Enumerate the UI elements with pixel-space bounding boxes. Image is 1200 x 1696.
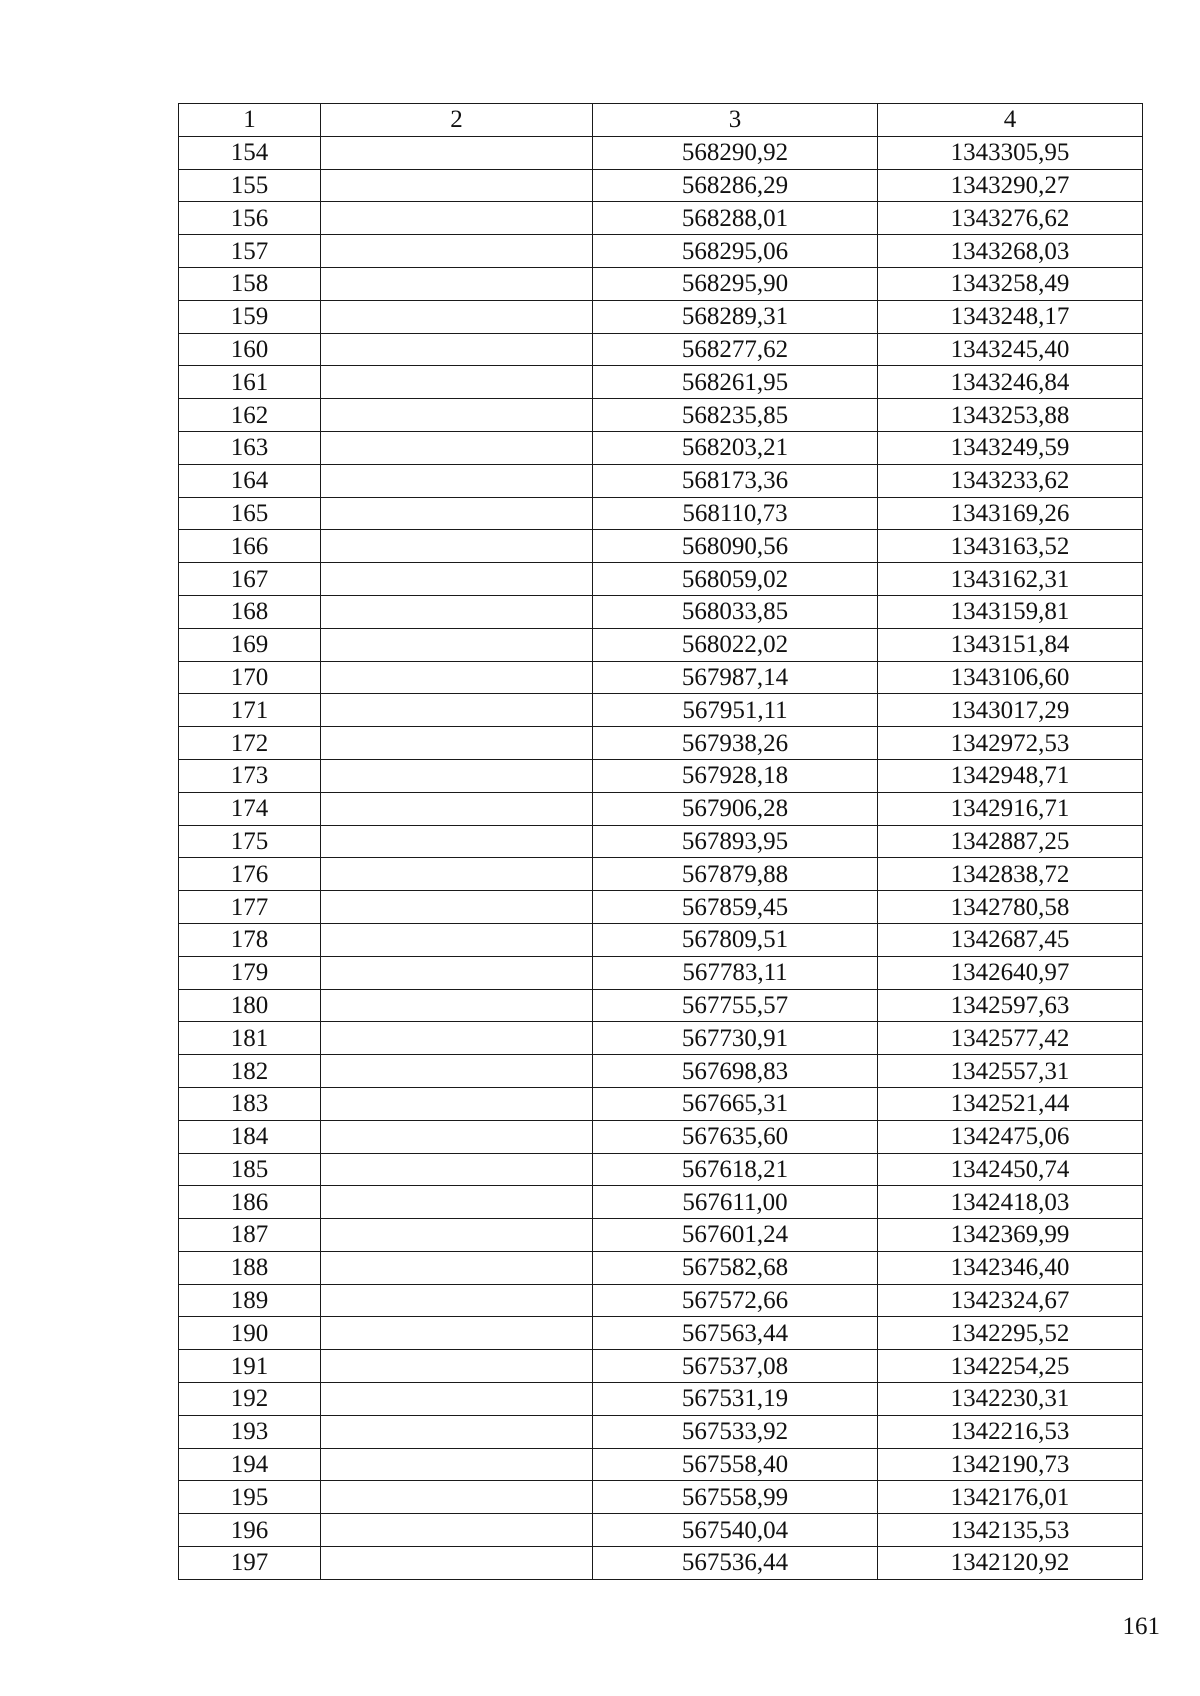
table-row <box>179 366 1143 399</box>
table-cell-col-1: 177 <box>179 891 321 924</box>
table-cell-col-3: 567536,44 <box>593 1547 878 1580</box>
table-cell-col-4: 1342369,99 <box>878 1219 1143 1252</box>
table-row <box>179 628 1143 661</box>
table-cell-col-2 <box>321 1055 593 1088</box>
table-cell-col-3: 567558,99 <box>593 1481 878 1514</box>
table-cell-col-1: 163 <box>179 431 321 464</box>
table-cell-col-2 <box>321 923 593 956</box>
table-row <box>179 136 1143 169</box>
table-cell-col-4: 1343246,84 <box>878 366 1143 399</box>
table-cell-col-4: 1342687,45 <box>878 923 1143 956</box>
header-col-3: 3 <box>593 104 878 137</box>
table-row <box>179 661 1143 694</box>
table-cell-col-4: 1342324,67 <box>878 1284 1143 1317</box>
table-cell-col-4: 1342640,97 <box>878 956 1143 989</box>
table-cell-col-1: 156 <box>179 202 321 235</box>
table-cell-col-2 <box>321 694 593 727</box>
table-cell-col-1: 172 <box>179 727 321 760</box>
table-cell-col-3: 568090,56 <box>593 530 878 563</box>
table-cell-col-4: 1342120,92 <box>878 1547 1143 1580</box>
table-cell-col-1: 166 <box>179 530 321 563</box>
table-cell-col-2 <box>321 1284 593 1317</box>
table-cell-col-4: 1343017,29 <box>878 694 1143 727</box>
table-cell-col-2 <box>321 628 593 661</box>
table-cell-col-3: 567730,91 <box>593 1022 878 1055</box>
table-row <box>179 858 1143 891</box>
table-cell-col-2 <box>321 1317 593 1350</box>
table-row <box>179 1186 1143 1219</box>
table-cell-col-2 <box>321 792 593 825</box>
table-row <box>179 1120 1143 1153</box>
table-cell-col-3: 567893,95 <box>593 825 878 858</box>
table-row <box>179 792 1143 825</box>
table-cell-col-4: 1343233,62 <box>878 464 1143 497</box>
table-cell-col-4: 1342972,53 <box>878 727 1143 760</box>
table-row <box>179 530 1143 563</box>
table-cell-col-2 <box>321 858 593 891</box>
table-cell-col-4: 1343159,81 <box>878 595 1143 628</box>
table-cell-col-2 <box>321 595 593 628</box>
table-cell-col-3: 568059,02 <box>593 563 878 596</box>
table-row <box>179 825 1143 858</box>
table-cell-col-3: 568173,36 <box>593 464 878 497</box>
table-cell-col-3: 567665,31 <box>593 1087 878 1120</box>
table-row <box>179 1481 1143 1514</box>
table-cell-col-1: 188 <box>179 1251 321 1284</box>
table-cell-col-3: 567755,57 <box>593 989 878 1022</box>
table-cell-col-2 <box>321 399 593 432</box>
table-cell-col-4: 1342230,31 <box>878 1383 1143 1416</box>
table-cell-col-2 <box>321 1514 593 1547</box>
table-cell-col-3: 568033,85 <box>593 595 878 628</box>
table-cell-col-2 <box>321 1350 593 1383</box>
table-cell-col-4: 1342948,71 <box>878 759 1143 792</box>
table-cell-col-3: 567951,11 <box>593 694 878 727</box>
table-cell-col-2 <box>321 1251 593 1284</box>
table-cell-col-4: 1342295,52 <box>878 1317 1143 1350</box>
table-cell-col-4: 1342450,74 <box>878 1153 1143 1186</box>
table-row <box>179 1317 1143 1350</box>
table-cell-col-4: 1343305,95 <box>878 136 1143 169</box>
table-cell-col-3: 567879,88 <box>593 858 878 891</box>
table-cell-col-2 <box>321 1186 593 1219</box>
table-row <box>179 169 1143 202</box>
table-cell-col-2 <box>321 956 593 989</box>
table-row <box>179 1087 1143 1120</box>
table-cell-col-4: 1342254,25 <box>878 1350 1143 1383</box>
table-cell-col-3: 567531,19 <box>593 1383 878 1416</box>
table-row <box>179 267 1143 300</box>
table-cell-col-3: 568110,73 <box>593 497 878 530</box>
table-cell-col-4: 1342418,03 <box>878 1186 1143 1219</box>
table-cell-col-3: 568289,31 <box>593 300 878 333</box>
table-cell-col-3: 567783,11 <box>593 956 878 989</box>
table-row <box>179 1383 1143 1416</box>
table-cell-col-4: 1342557,31 <box>878 1055 1143 1088</box>
table-cell-col-1: 167 <box>179 563 321 596</box>
table-cell-col-4: 1343253,88 <box>878 399 1143 432</box>
table-cell-col-2 <box>321 825 593 858</box>
table-row <box>179 759 1143 792</box>
table-row <box>179 595 1143 628</box>
table-cell-col-4: 1343248,17 <box>878 300 1143 333</box>
table-cell-col-1: 178 <box>179 923 321 956</box>
header-col-4: 4 <box>878 104 1143 137</box>
table-cell-col-2 <box>321 431 593 464</box>
table-cell-col-1: 192 <box>179 1383 321 1416</box>
table-cell-col-1: 168 <box>179 595 321 628</box>
table-row <box>179 1055 1143 1088</box>
table-cell-col-1: 158 <box>179 267 321 300</box>
table-cell-col-2 <box>321 530 593 563</box>
table-cell-col-3: 567601,24 <box>593 1219 878 1252</box>
table-cell-col-4: 1342916,71 <box>878 792 1143 825</box>
table-cell-col-1: 197 <box>179 1547 321 1580</box>
header-col-2: 2 <box>321 104 593 137</box>
table-row <box>179 464 1143 497</box>
table-cell-col-1: 182 <box>179 1055 321 1088</box>
table-cell-col-1: 159 <box>179 300 321 333</box>
page-number: 161 <box>1122 1613 1160 1640</box>
table-cell-col-4: 1342190,73 <box>878 1448 1143 1481</box>
table-cell-col-2 <box>321 891 593 924</box>
table-cell-col-3: 567859,45 <box>593 891 878 924</box>
table-cell-col-4: 1343162,31 <box>878 563 1143 596</box>
table-cell-col-3: 568286,29 <box>593 169 878 202</box>
table-cell-col-2 <box>321 1087 593 1120</box>
table-cell-col-2 <box>321 464 593 497</box>
table-row <box>179 989 1143 1022</box>
table-cell-col-2 <box>321 1415 593 1448</box>
table-cell-col-3: 567906,28 <box>593 792 878 825</box>
table-cell-col-2 <box>321 989 593 1022</box>
table-cell-col-2 <box>321 136 593 169</box>
table-cell-col-3: 567618,21 <box>593 1153 878 1186</box>
table-cell-col-3: 567558,40 <box>593 1448 878 1481</box>
table-cell-col-4: 1342887,25 <box>878 825 1143 858</box>
table-row <box>179 891 1143 924</box>
table-cell-col-4: 1342780,58 <box>878 891 1143 924</box>
table-cell-col-3: 567928,18 <box>593 759 878 792</box>
table-row <box>179 235 1143 268</box>
table-cell-col-2 <box>321 267 593 300</box>
table-cell-col-2 <box>321 1022 593 1055</box>
table-cell-col-2 <box>321 169 593 202</box>
table-cell-col-1: 183 <box>179 1087 321 1120</box>
table-cell-col-2 <box>321 235 593 268</box>
table-row <box>179 1219 1143 1252</box>
table-cell-col-1: 190 <box>179 1317 321 1350</box>
table-cell-col-1: 165 <box>179 497 321 530</box>
table-row <box>179 727 1143 760</box>
table-cell-col-4: 1342597,63 <box>878 989 1143 1022</box>
table-cell-col-1: 181 <box>179 1022 321 1055</box>
table-cell-col-4: 1342216,53 <box>878 1415 1143 1448</box>
table-cell-col-1: 175 <box>179 825 321 858</box>
table-row <box>179 1547 1143 1580</box>
table-cell-col-3: 568295,90 <box>593 267 878 300</box>
coordinates-table <box>178 103 1143 1580</box>
table-cell-col-4: 1343151,84 <box>878 628 1143 661</box>
table-row <box>179 333 1143 366</box>
table-cell-col-3: 567563,44 <box>593 1317 878 1350</box>
header-col-1: 1 <box>179 104 321 137</box>
table-cell-col-1: 155 <box>179 169 321 202</box>
table-cell-col-1: 160 <box>179 333 321 366</box>
table-cell-col-4: 1342475,06 <box>878 1120 1143 1153</box>
table-cell-col-3: 568235,85 <box>593 399 878 432</box>
table-cell-col-2 <box>321 563 593 596</box>
table-cell-col-4: 1342346,40 <box>878 1251 1143 1284</box>
table-cell-col-3: 568203,21 <box>593 431 878 464</box>
table-row <box>179 1022 1143 1055</box>
table-header <box>179 104 1143 137</box>
table-cell-col-1: 195 <box>179 1481 321 1514</box>
table-cell-col-4: 1343258,49 <box>878 267 1143 300</box>
table-cell-col-1: 196 <box>179 1514 321 1547</box>
table-cell-col-2 <box>321 1153 593 1186</box>
table-cell-col-1: 174 <box>179 792 321 825</box>
table-cell-col-2 <box>321 1383 593 1416</box>
table-cell-col-4: 1342838,72 <box>878 858 1143 891</box>
table-cell-col-3: 567572,66 <box>593 1284 878 1317</box>
table-cell-col-3: 568022,02 <box>593 628 878 661</box>
table-row <box>179 431 1143 464</box>
table-row <box>179 694 1143 727</box>
table-cell-col-2 <box>321 1120 593 1153</box>
table-row <box>179 923 1143 956</box>
table-row <box>179 300 1143 333</box>
table-row <box>179 202 1143 235</box>
table-cell-col-1: 193 <box>179 1415 321 1448</box>
table-cell-col-2 <box>321 202 593 235</box>
table-cell-col-3: 567938,26 <box>593 727 878 760</box>
table-cell-col-3: 567987,14 <box>593 661 878 694</box>
table-cell-col-1: 194 <box>179 1448 321 1481</box>
table-cell-col-3: 568288,01 <box>593 202 878 235</box>
table-row <box>179 1350 1143 1383</box>
table-cell-col-4: 1342577,42 <box>878 1022 1143 1055</box>
table-row <box>179 1251 1143 1284</box>
table-row <box>179 1415 1143 1448</box>
header-row <box>179 104 1143 137</box>
table-cell-col-4: 1343169,26 <box>878 497 1143 530</box>
table-cell-col-2 <box>321 727 593 760</box>
table-cell-col-1: 187 <box>179 1219 321 1252</box>
table-cell-col-3: 567698,83 <box>593 1055 878 1088</box>
table-cell-col-1: 180 <box>179 989 321 1022</box>
table-row <box>179 956 1143 989</box>
table-cell-col-3: 568277,62 <box>593 333 878 366</box>
table-cell-col-3: 567635,60 <box>593 1120 878 1153</box>
table-cell-col-4: 1343245,40 <box>878 333 1143 366</box>
table-cell-col-4: 1342135,53 <box>878 1514 1143 1547</box>
table-cell-col-4: 1343268,03 <box>878 235 1143 268</box>
table-cell-col-1: 173 <box>179 759 321 792</box>
table-cell-col-3: 568290,92 <box>593 136 878 169</box>
table-cell-col-1: 162 <box>179 399 321 432</box>
table-row <box>179 1284 1143 1317</box>
table-cell-col-2 <box>321 300 593 333</box>
table-row <box>179 497 1143 530</box>
table-cell-col-2 <box>321 661 593 694</box>
table-cell-col-2 <box>321 366 593 399</box>
table-cell-col-3: 567809,51 <box>593 923 878 956</box>
table-cell-col-2 <box>321 1219 593 1252</box>
table-cell-col-3: 567582,68 <box>593 1251 878 1284</box>
table-cell-col-2 <box>321 1547 593 1580</box>
table-cell-col-3: 567533,92 <box>593 1415 878 1448</box>
table-cell-col-2 <box>321 333 593 366</box>
table-cell-col-2 <box>321 497 593 530</box>
table-cell-col-1: 170 <box>179 661 321 694</box>
table-cell-col-3: 567537,08 <box>593 1350 878 1383</box>
table-cell-col-1: 154 <box>179 136 321 169</box>
table-cell-col-1: 157 <box>179 235 321 268</box>
table-cell-col-1: 164 <box>179 464 321 497</box>
table-cell-col-1: 184 <box>179 1120 321 1153</box>
table-cell-col-2 <box>321 1448 593 1481</box>
table-cell-col-3: 568261,95 <box>593 366 878 399</box>
table-row <box>179 399 1143 432</box>
table-cell-col-3: 567611,00 <box>593 1186 878 1219</box>
table-cell-col-4: 1343276,62 <box>878 202 1143 235</box>
table-cell-col-1: 176 <box>179 858 321 891</box>
table-cell-col-3: 568295,06 <box>593 235 878 268</box>
table-cell-col-1: 189 <box>179 1284 321 1317</box>
table-cell-col-4: 1343163,52 <box>878 530 1143 563</box>
table-row <box>179 563 1143 596</box>
table-cell-col-2 <box>321 1481 593 1514</box>
table-cell-col-1: 185 <box>179 1153 321 1186</box>
table-row <box>179 1514 1143 1547</box>
table-row <box>179 1153 1143 1186</box>
table-cell-col-1: 179 <box>179 956 321 989</box>
table-row <box>179 1448 1143 1481</box>
table-cell-col-1: 169 <box>179 628 321 661</box>
table-cell-col-3: 567540,04 <box>593 1514 878 1547</box>
table-cell-col-1: 191 <box>179 1350 321 1383</box>
table-cell-col-1: 186 <box>179 1186 321 1219</box>
table-cell-col-4: 1343249,59 <box>878 431 1143 464</box>
table-cell-col-1: 171 <box>179 694 321 727</box>
table-cell-col-4: 1343106,60 <box>878 661 1143 694</box>
table-cell-col-1: 161 <box>179 366 321 399</box>
table-cell-col-2 <box>321 759 593 792</box>
table-cell-col-4: 1343290,27 <box>878 169 1143 202</box>
table-body <box>179 136 1143 1579</box>
table-cell-col-4: 1342521,44 <box>878 1087 1143 1120</box>
table-cell-col-4: 1342176,01 <box>878 1481 1143 1514</box>
